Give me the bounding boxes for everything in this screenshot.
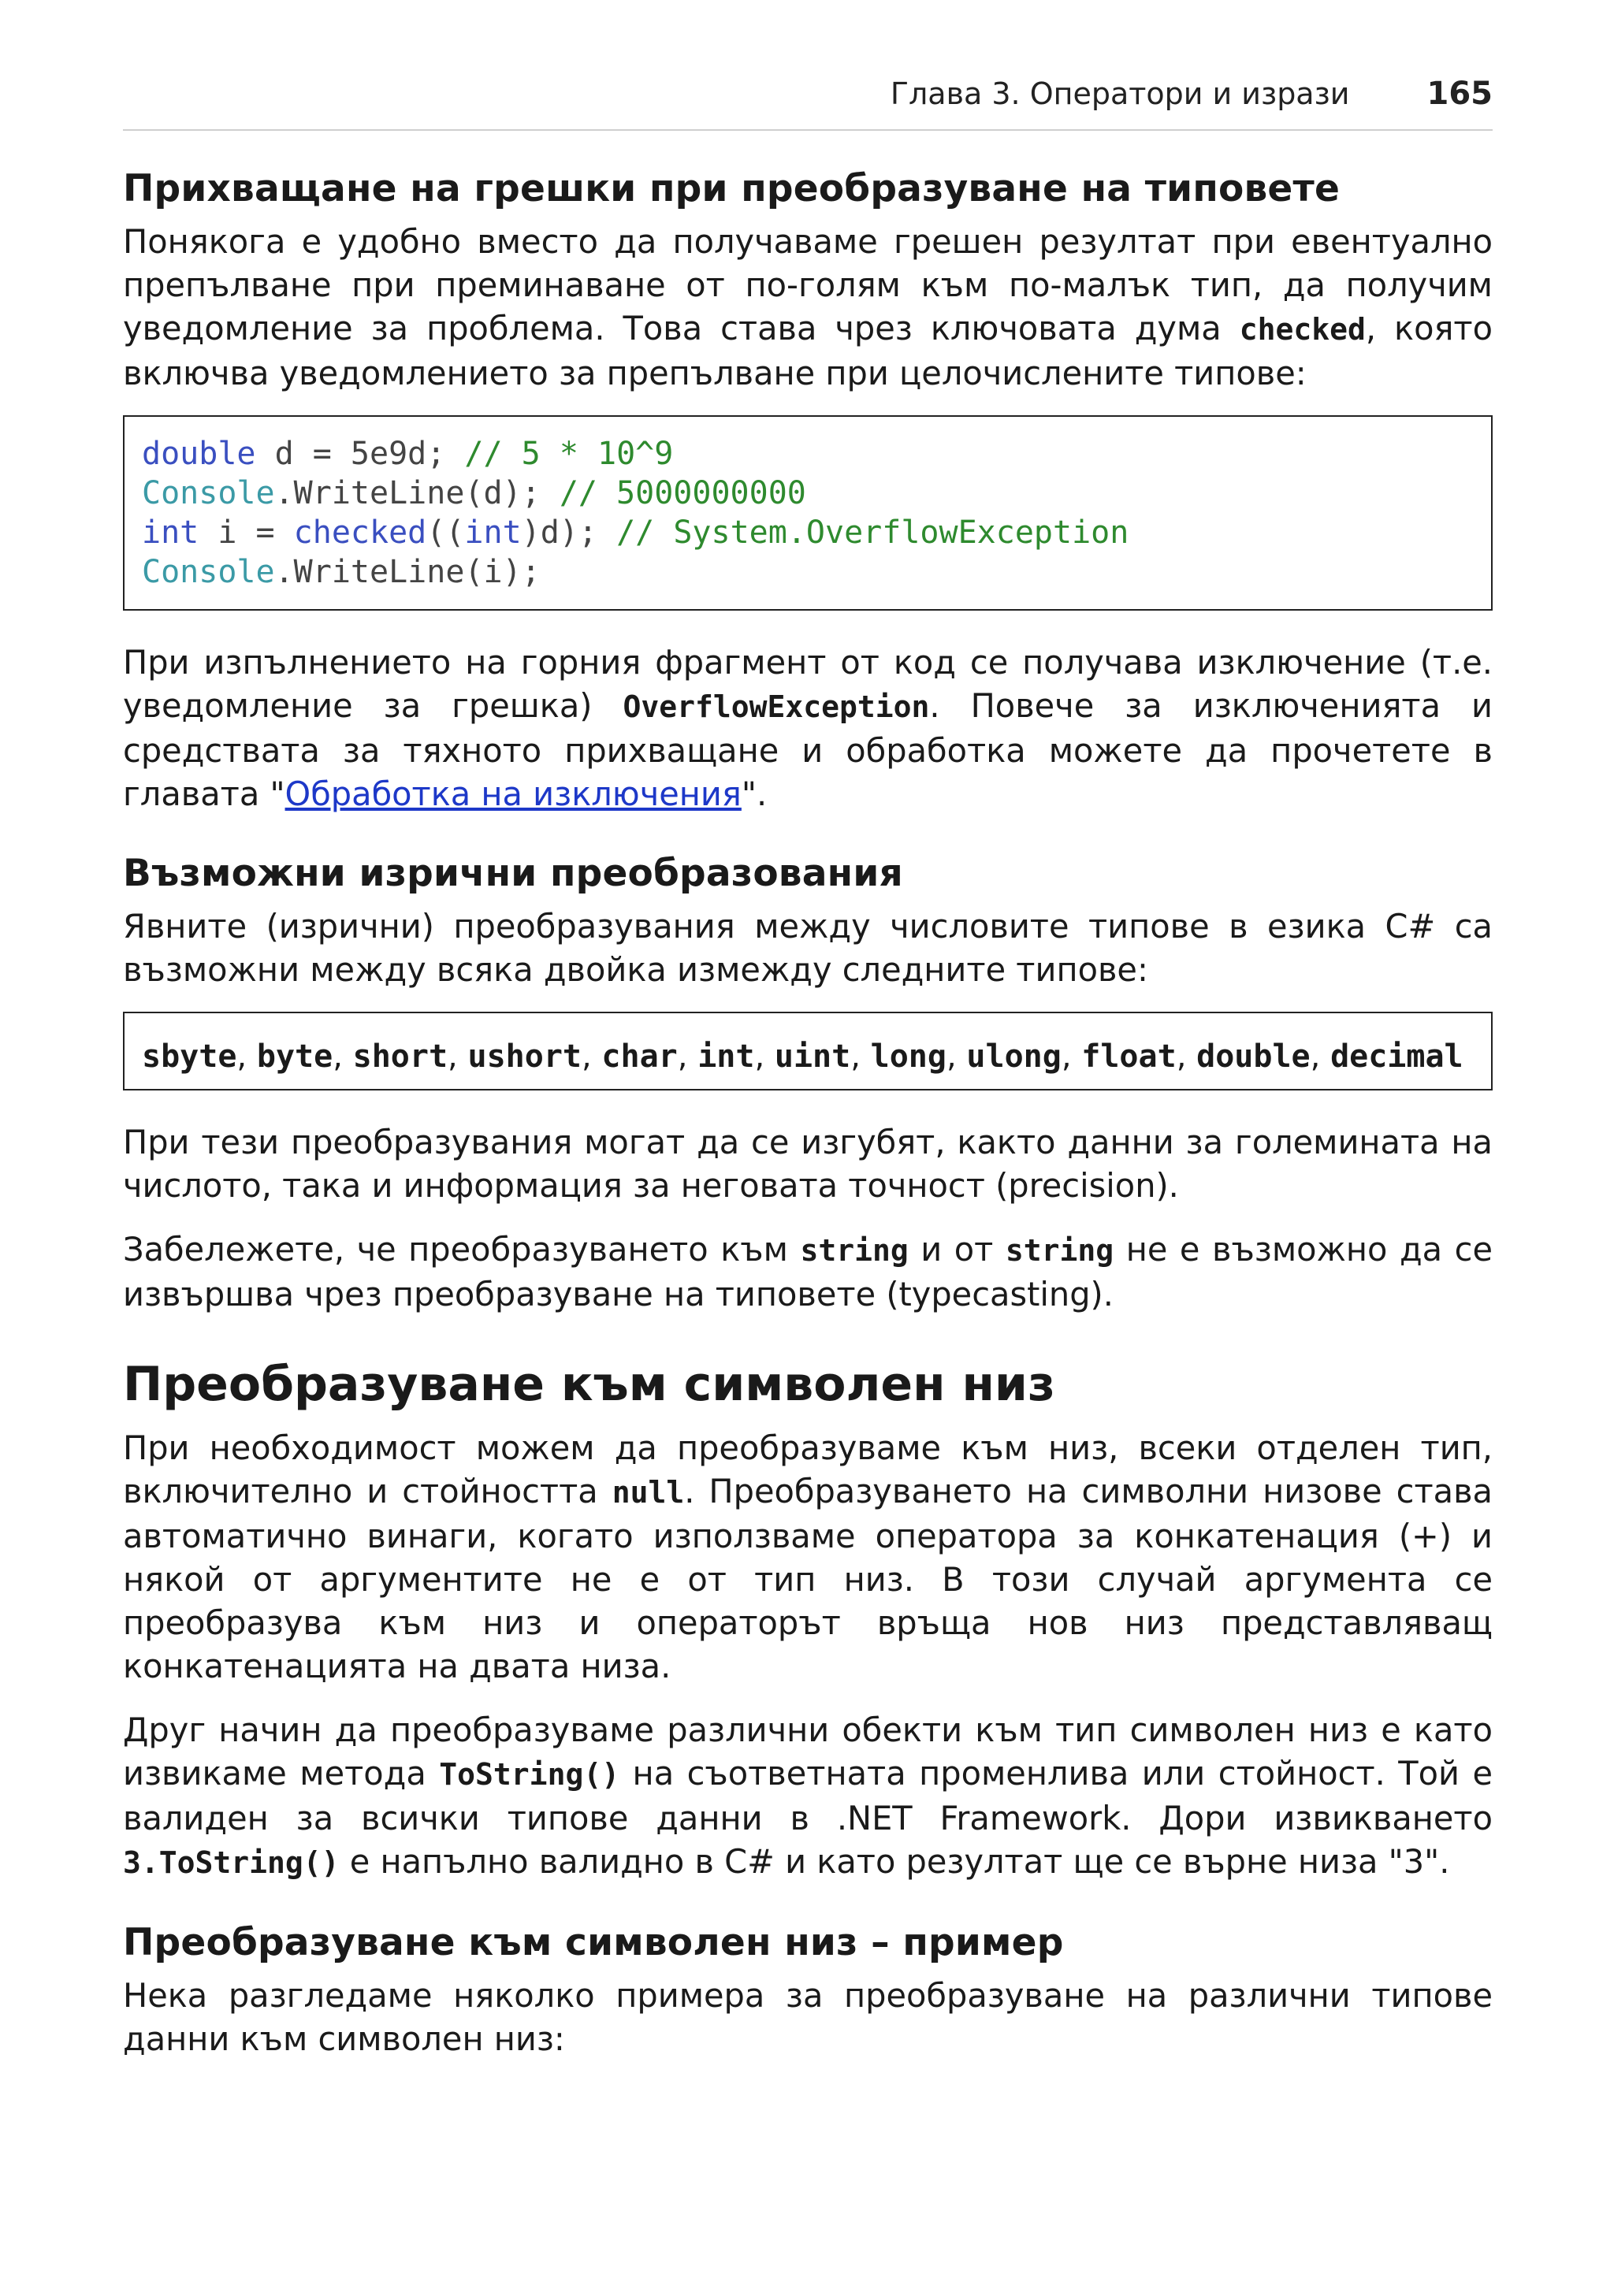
- code-token: int: [142, 515, 199, 551]
- paragraph-null-conversion: При необходимост можем да преобразуваме към низ, всеки отделен тип, включително и стойността null. Преобразуването на символни низове става автоматично винаги, когато използваме оператора за конкатенация (+) и някой от аргументите не е от тип низ. В този случай аргумента се преобразува към низ и операторът връща нов низ представляващ конкатенацията на двата низа.: [123, 1428, 1493, 1685]
- type-separator: ,: [850, 1038, 871, 1075]
- section-heading-to-string-example: Преобразуване към символен низ – пример: [123, 1921, 1064, 1964]
- code-line: [142, 513, 1474, 552]
- type-separator: ,: [946, 1038, 967, 1075]
- paragraph-explicit-intro: Явните (изрични) преобразувания между числовите типове в езика C# са възможни между всяка двойка измежду следните типове:: [123, 907, 1493, 989]
- paragraph-precision-loss: При тези преобразувания могат да се изгубят, както данни за големината на числото, така и информация за неговата точност (precision).: [123, 1123, 1493, 1205]
- inline-code-null: null: [612, 1475, 685, 1510]
- type-separator: ,: [236, 1038, 257, 1075]
- type-keyword-double: double: [1196, 1038, 1311, 1075]
- type-keyword-sbyte: sbyte: [142, 1038, 237, 1075]
- inline-code-overflowexception: OverflowException: [623, 689, 930, 724]
- type-keyword-short: short: [352, 1038, 448, 1075]
- code-token: int: [464, 515, 522, 551]
- section-heading-to-string-conversion: Преобразуване към символен низ: [123, 1357, 1055, 1412]
- type-separator: ,: [448, 1038, 468, 1075]
- code-line: [142, 552, 1474, 592]
- code-token: Console: [142, 475, 275, 511]
- type-keyword-ulong: ulong: [966, 1038, 1062, 1075]
- type-keyword-char: char: [601, 1038, 678, 1075]
- paragraph-examples-intro: Нека разгледаме няколко примера за преобразуване на различни типове данни към символен низ:: [123, 1976, 1493, 2058]
- code-token: d = 5e9d;: [255, 436, 465, 472]
- code-line: [142, 474, 1474, 513]
- types-list-box: [123, 1012, 1493, 1090]
- inline-code-string: string: [800, 1233, 909, 1268]
- type-keyword-int: int: [697, 1038, 755, 1075]
- link-exception-handling-chapter[interactable]: Обработка на изключения: [284, 775, 742, 813]
- code-token: .WriteLine(i);: [274, 554, 541, 590]
- type-separator: ,: [581, 1038, 602, 1075]
- book-page: [123, 76, 1493, 2081]
- inline-code-3-tostring: 3.ToString(): [123, 1845, 340, 1880]
- code-token: i =: [199, 515, 294, 551]
- code-token: Console: [142, 554, 275, 590]
- type-keyword-float: float: [1081, 1038, 1177, 1075]
- page-number: 165: [1426, 76, 1493, 112]
- code-token: checked: [293, 515, 427, 551]
- paragraph-overflow-exception: При изпълнението на горния фрагмент от код се получава изключение (т.е. уведомление за грешка) OverflowException. Повече за изключенията и средствата за тяхното прихващане и обработка можете да прочетете в главата "Обработка на изключения".: [123, 643, 1493, 813]
- type-separator: ,: [1176, 1038, 1197, 1075]
- running-header: [123, 76, 1493, 131]
- code-block-checked-example: [123, 415, 1493, 611]
- inline-code-tostring: ToString(): [439, 1757, 620, 1792]
- type-separator: ,: [754, 1038, 775, 1075]
- type-keyword-ushort: ushort: [467, 1038, 582, 1075]
- code-token: // 5000000000: [559, 475, 806, 511]
- code-token: // System.OverflowException: [616, 515, 1129, 551]
- section-heading-explicit-conversions: Възможни изрични преобразования: [123, 852, 903, 895]
- type-separator: ,: [1061, 1038, 1082, 1075]
- type-keyword-uint: uint: [774, 1038, 851, 1075]
- code-token: double: [142, 436, 256, 472]
- paragraph-string-note: Забележете, че преобразуването към string и от string не е възможно да се извършва чрез преобразуване на типовете (typecasting).: [123, 1230, 1493, 1313]
- code-token: ((: [426, 515, 465, 551]
- code-token: .WriteLine(d);: [274, 475, 560, 511]
- inline-code-checked: checked: [1239, 312, 1366, 347]
- type-keyword-long: long: [870, 1038, 946, 1075]
- chapter-title: Глава 3. Оператори и изрази: [890, 76, 1350, 111]
- type-keyword-decimal: decimal: [1330, 1038, 1463, 1075]
- paragraph-checked-intro: Понякога е удобно вместо да получаваме грешен резултат при евентуално препълване при преминаване от по-голям към по-малък тип, да получим уведомление за проблема. Това става чрез ключовата дума checked, която включва уведомлението за препълване при целочислените типове:: [123, 222, 1493, 392]
- inline-code-string: string: [1005, 1233, 1114, 1268]
- type-separator: ,: [1310, 1038, 1331, 1075]
- type-keyword-byte: byte: [256, 1038, 333, 1075]
- type-separator: ,: [333, 1038, 353, 1075]
- section-heading-overflow-checking: Прихващане на грешки при преобразуване на типовете: [123, 167, 1341, 210]
- paragraph-tostring-method: Друг начин да преобразуваме различни обекти към тип символен низ е като извикаме метода ToString() на съответната променлива или стойност. Той е валиден за всички типове данни в .NET Framework. Дори извикването 3.ToString() е напълно валидно в C# и като резултат ще се върне низа "3".: [123, 1711, 1493, 1881]
- code-line: [142, 434, 1474, 474]
- code-token: )d);: [521, 515, 617, 551]
- type-separator: ,: [677, 1038, 698, 1075]
- code-token: // 5 * 10^9: [464, 436, 674, 472]
